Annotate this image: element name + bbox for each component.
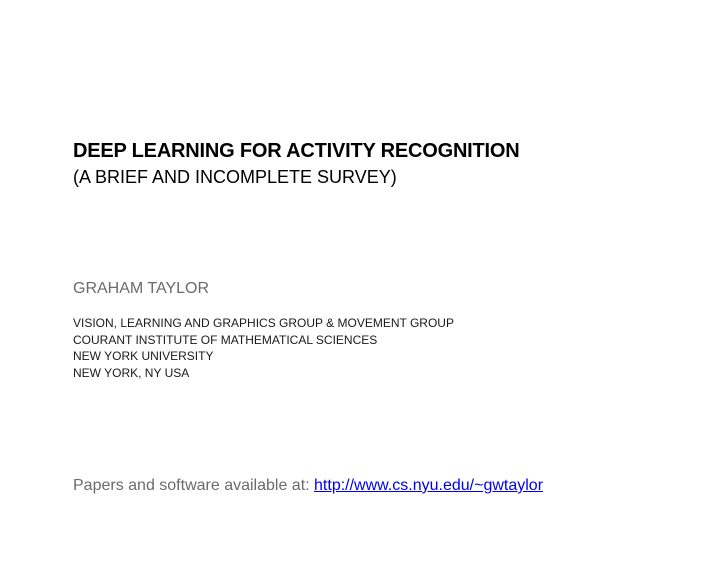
affiliation-line: VISION, LEARNING AND GRAPHICS GROUP & MOVEMENT GROUP bbox=[73, 316, 454, 330]
affiliation-line: NEW YORK, NY USA bbox=[73, 365, 190, 380]
affiliation-line: NEW YORK UNIVERSITY bbox=[73, 349, 214, 363]
affiliation-line: COURANT INSTITUTE OF MATHEMATICAL SCIENCES bbox=[73, 332, 378, 347]
footer-note bbox=[73, 477, 543, 495]
slide-title: DEEP LEARNING FOR ACTIVITY RECOGNITION bbox=[73, 140, 520, 162]
footer-text: Papers and software available at: bbox=[73, 477, 315, 494]
author-name: GRAHAM TAYLOR bbox=[73, 280, 210, 297]
affiliation-list bbox=[73, 315, 454, 381]
slide-subtitle: (A BRIEF AND INCOMPLETE SURVEY) bbox=[73, 167, 397, 187]
website-link[interactable]: http://www.cs.nyu.edu/~gwtaylor bbox=[314, 477, 544, 494]
